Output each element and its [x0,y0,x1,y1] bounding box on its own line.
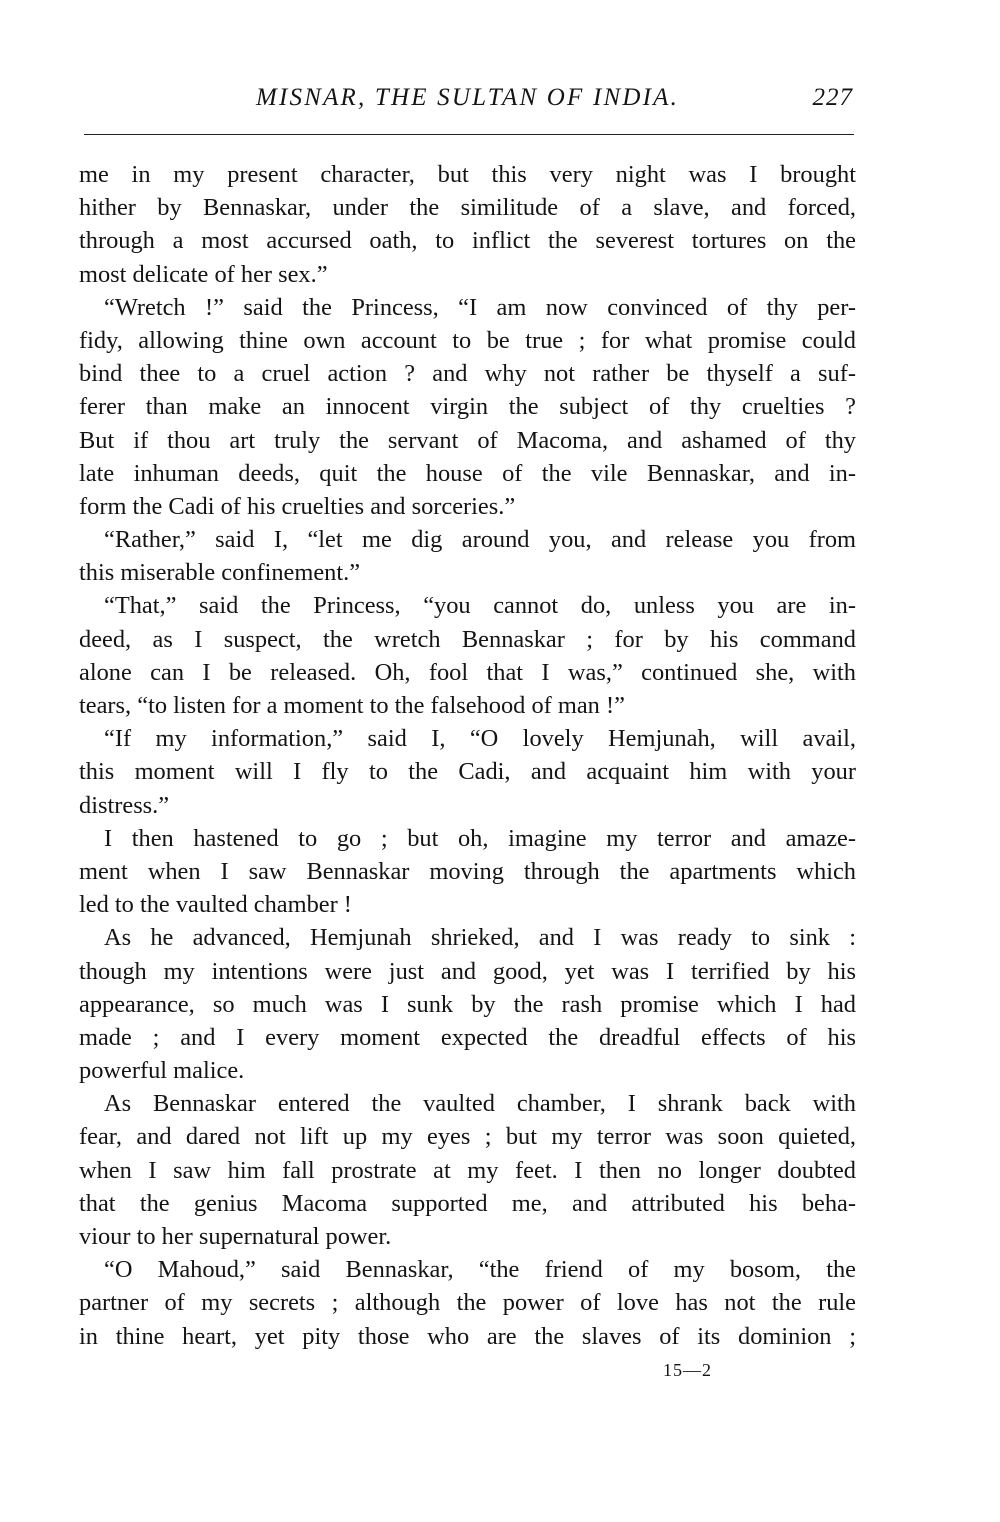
text-line: I then hastened to go ; but oh, imagine my terror and amaze- [104,824,856,852]
paragraph [79,589,856,722]
text-line: this miserable confinement.” [79,559,361,587]
running-header [80,84,855,124]
text-line: As Bennaskar entered the vaulted chamber, I shrank back with [104,1090,856,1118]
text-line: form the Cadi of his cruelties and sorceries.” [79,492,516,520]
paragraph [79,1253,856,1353]
text-line: ferer than make an innocent virgin the subject of thy cruelties ? [79,393,856,421]
paragraph [79,1087,856,1253]
text-line: “If my information,” said I, “O lovely Hemjunah, will avail, [104,725,856,753]
text-line: though my intentions were just and good, yet was I terrified by his [79,957,856,985]
text-line: As he advanced, Hemjunah shrieked, and I was ready to sink : [104,924,856,952]
paragraph [79,921,856,1087]
paragraph [79,822,856,922]
text-line: “O Mahoud,” said Bennaskar, “the friend of my bosom, the [104,1256,856,1284]
paragraph [79,158,856,291]
running-title: MISNAR, THE SULTAN OF INDIA. [255,84,680,111]
text-line: fidy, allowing thine own account to be true ; for what promise could [79,326,856,354]
text-line: hither by Bennaskar, under the similitude of a slave, and forced, [79,194,856,222]
text-line: deed, as I suspect, the wretch Bennaskar ; for by his command [79,625,856,653]
text-line: through a most accursed oath, to inflict the severest tortures on the [79,227,856,255]
text-line: made ; and I every moment expected the dreadful effects of his [79,1023,856,1051]
text-line: when I saw him fall prostrate at my feet. I then no longer doubted [79,1156,856,1184]
text-line: powerful malice. [79,1057,245,1085]
text-line: that the genius Macoma supported me, and attributed his beha- [79,1189,856,1217]
text-line: most delicate of her sex.” [79,260,328,288]
text-line: late inhuman deeds, quit the house of the vile Bennaskar, and in- [79,459,856,487]
signature-mark: 15—2 [663,1360,712,1380]
text-line: bind thee to a cruel action ? and why not rather be thyself a suf- [79,360,856,388]
text-line: “Wretch !” said the Princess, “I am now convinced of thy per- [104,293,856,321]
text-line: led to the vaulted chamber ! [79,891,352,919]
text-line: in thine heart, yet pity those who are the slaves of its dominion ; [79,1322,856,1350]
text-line: ment when I saw Bennaskar moving through the apartments which [79,857,856,885]
text-line: me in my present character, but this very night was I brought [79,161,856,188]
paragraph [79,291,856,523]
text-line: partner of my secrets ; although the power of love has not the rule [79,1289,856,1317]
text-line: tears, “to listen for a moment to the falsehood of man !” [79,692,625,719]
text-line: But if thou art truly the servant of Macoma, and ashamed of thy [79,426,856,454]
text-line: fear, and dared not lift up my eyes ; but my terror was soon quieted, [79,1123,856,1151]
text-line: appearance, so much was I sunk by the rash promise which I had [79,990,856,1018]
text-line: this moment will I fly to the Cadi, and acquaint him with your [79,758,856,786]
text-line: “That,” said the Princess, “you cannot do, unless you are in- [104,592,856,620]
text-line: distress.” [79,791,170,819]
text-line: “Rather,” said I, “let me dig around you, and release you from [104,526,856,554]
page-number: 227 [812,84,853,111]
header-rule [84,134,854,135]
text-body [79,158,856,1353]
text-line: viour to her supernatural power. [79,1223,392,1250]
paragraph [79,722,856,822]
paragraph [79,523,856,589]
text-line: alone can I be released. Oh, fool that I was,” continued she, with [79,658,856,686]
